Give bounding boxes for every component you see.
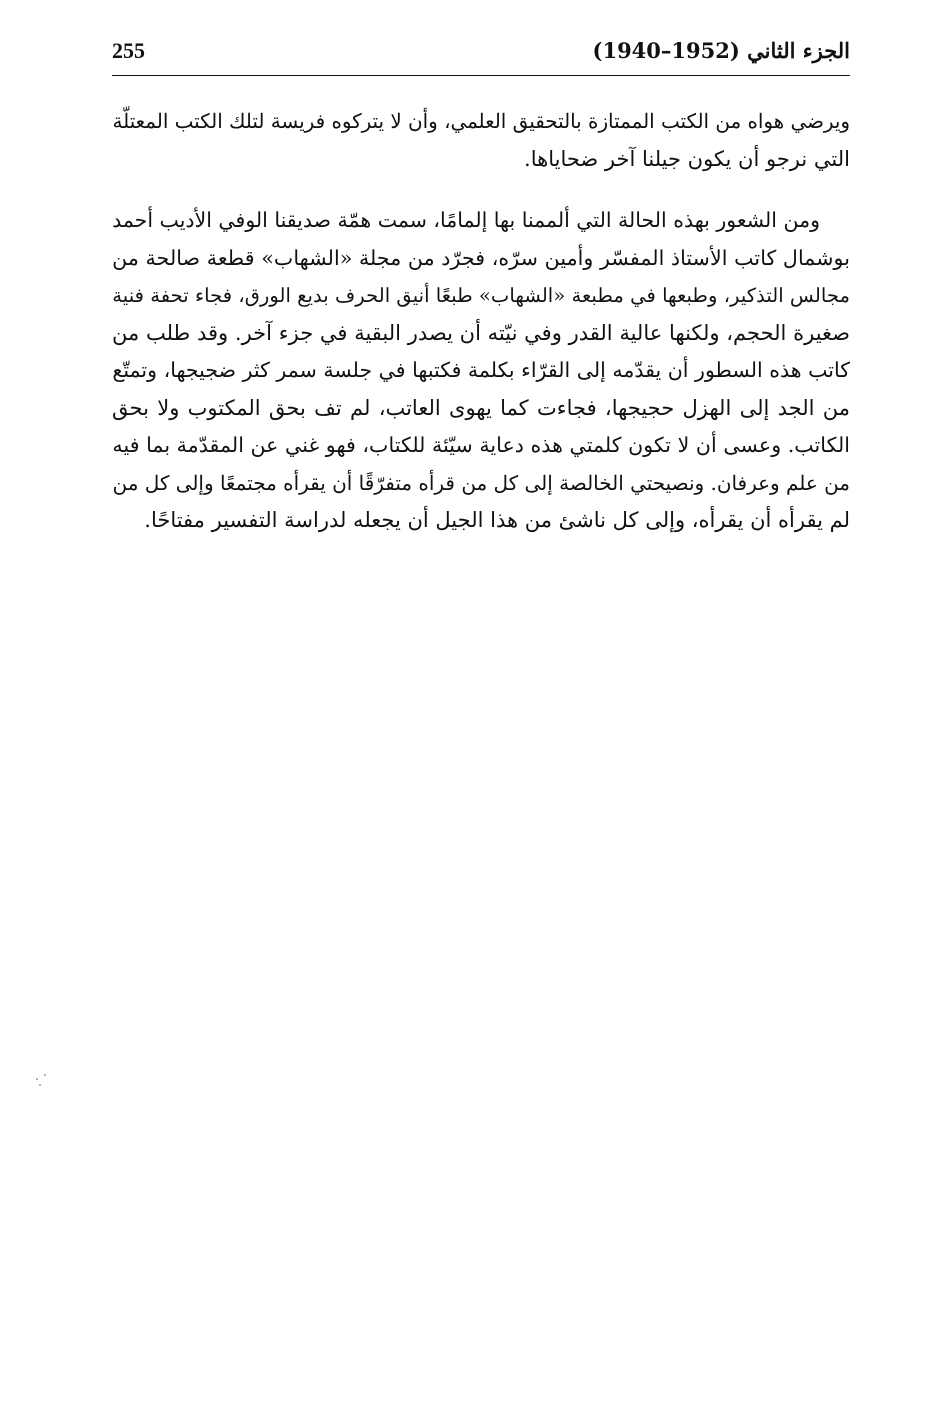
paragraph-1 bbox=[112, 103, 850, 178]
text-line: من علم وعرفان. ونصيحتي الخالصة إلى كل من قرأه متفرّقًا أن يقرأه مجتمعًا وإلى كل من bbox=[112, 470, 850, 495]
running-title bbox=[593, 38, 850, 63]
text-line: الكاتب. وعسى أن لا تكون كلمتي هذه دعاية سيّئة للكتاب، فهو غني عن المقدّمة بما فيه bbox=[112, 433, 850, 457]
text-line: مجالس التذكير، وطبعها في مطبعة «الشهاب» طبعًا أنيق الحرف بديع الورق، فجاء تحفة فنية bbox=[112, 284, 850, 307]
scan-speck bbox=[36, 1078, 38, 1080]
page-number: 255 bbox=[112, 38, 145, 63]
scan-speck bbox=[44, 1074, 46, 1076]
text-line: التي نرجو أن يكون جيلنا آخر ضحاياها. bbox=[524, 146, 850, 171]
text-line: كاتب هذه السطور أن يقدّمه إلى القرّاء بكلمة فكتبها في جلسة سمر كثر ضجيجها، وتمتّع bbox=[112, 358, 850, 382]
running-title-years: (1940–1952) bbox=[592, 38, 740, 63]
text-line: ويرضي هواه من الكتب الممتازة بالتحقيق العلمي، وأن لا يتركوه فريسة لتلك الكتب المعتلّة bbox=[112, 110, 850, 133]
paragraph-2 bbox=[112, 202, 850, 540]
scan-specks bbox=[30, 1070, 60, 1100]
page-header bbox=[112, 30, 850, 74]
text-line: صغيرة الحجم، ولكنها عالية القدر وفي نيّته أن يصدر البقية في جزء آخر. وقد طلب من bbox=[112, 320, 850, 345]
header-rule bbox=[112, 75, 850, 76]
text-line: من الجد إلى الهزل حجيجها، فجاءت كما يهوى العاتب، لم تف بحق المكتوب ولا بحق bbox=[112, 395, 850, 420]
text-line: لم يقرأه أن يقرأه، وإلى كل ناشئ من هذا الجيل أن يجعله لدراسة التفسير مفتاحًا. bbox=[144, 508, 850, 532]
text-line: بوشمال كاتب الأستاذ المفسّر وأمين سرّه، فجرّد من مجلة «الشهاب» قطعة صالحة من bbox=[112, 245, 850, 270]
scan-speck bbox=[39, 1084, 41, 1086]
running-title-text: الجزء الثاني bbox=[747, 38, 850, 63]
body-text bbox=[112, 103, 850, 540]
text-line: ومن الشعور بهذه الحالة التي ألممنا بها إلمامًا، سمت همّة صديقنا الوفي الأديب أحمد bbox=[112, 208, 820, 232]
